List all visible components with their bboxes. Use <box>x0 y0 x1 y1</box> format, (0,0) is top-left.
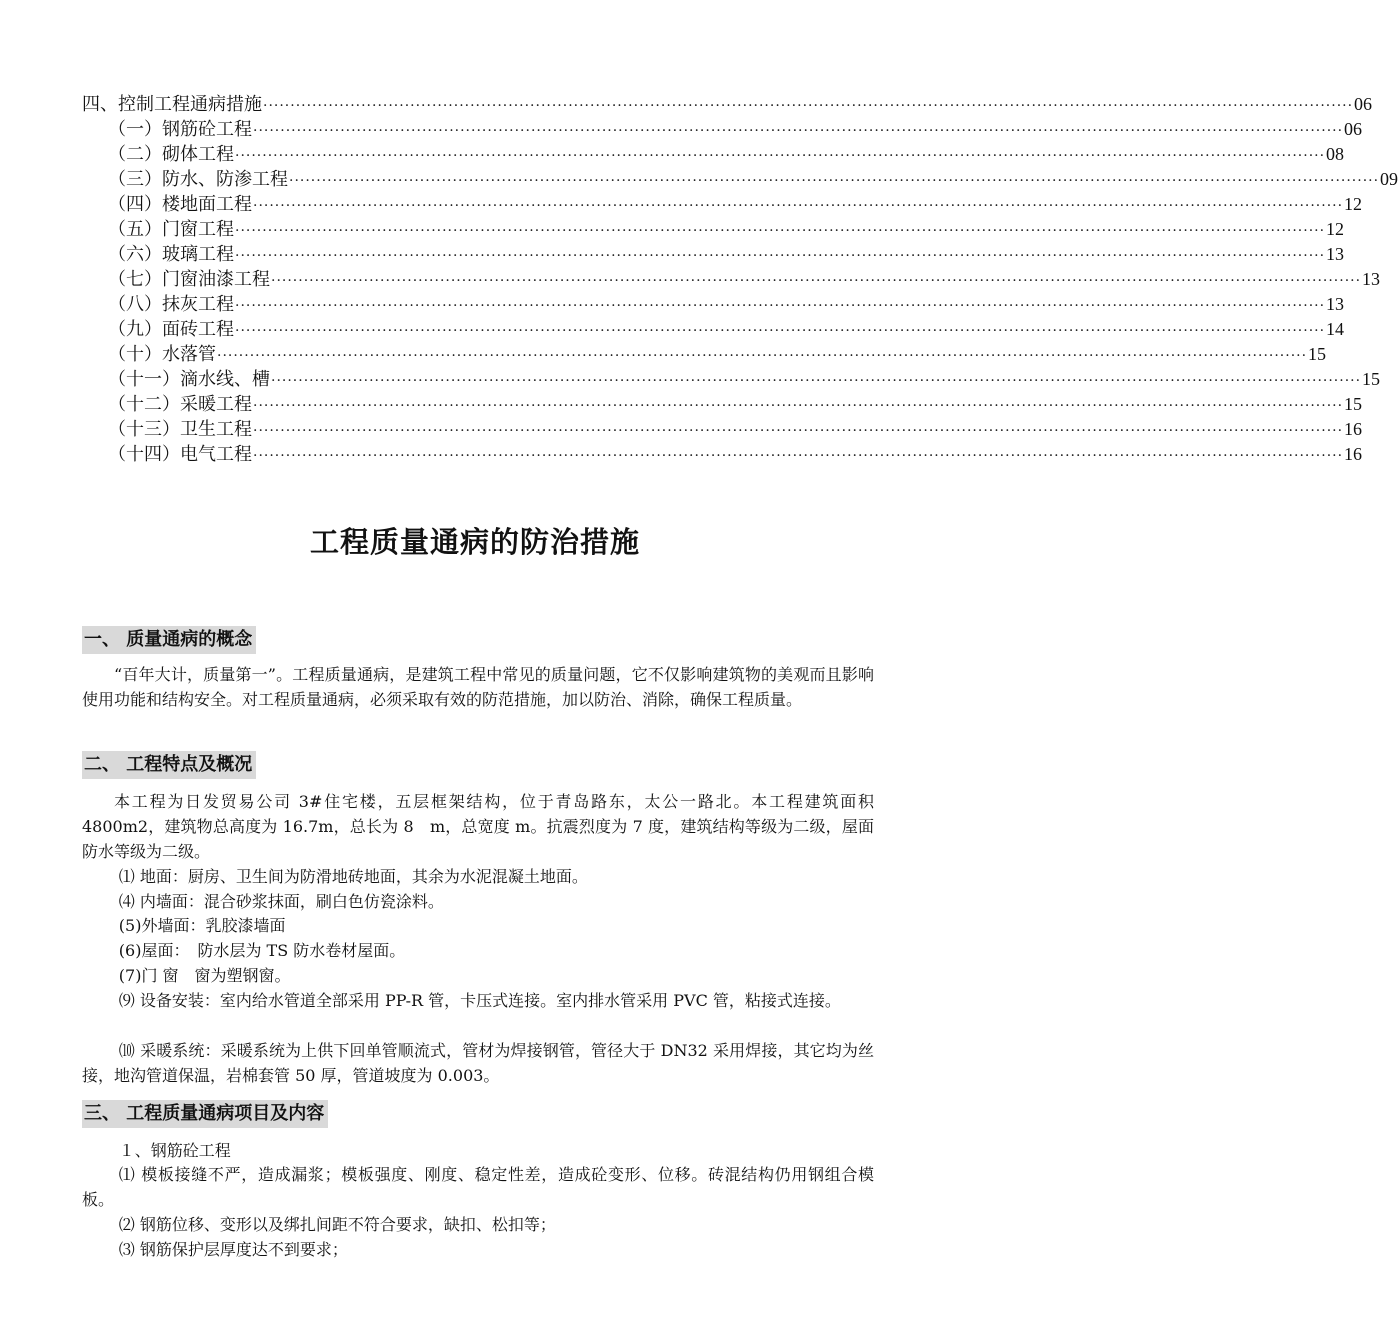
toc-page-number: 06 <box>1344 119 1363 139</box>
toc-page-number: 13 <box>1362 269 1381 289</box>
overview-item: ⑴ 地面：厨房、卫生间为防滑地砖地面，其余为水泥混凝土地面。 <box>118 867 588 886</box>
overview-item: (6)屋面： 防水层为 TS 防水卷材屋面。 <box>118 941 406 960</box>
toc-leader-dots: ········································································································································································································ <box>253 423 1344 439</box>
toc-entry-title: （二）砌体工程 <box>108 144 234 165</box>
overview-item: (7)门 窗 窗为塑钢窗。 <box>118 966 291 985</box>
toc-leader-dots: ········································································································································································································ <box>271 373 1362 389</box>
section-heading-overview: 二、 工程特点及概况 <box>82 751 256 779</box>
toc-entry-title: （十二）采暖工程 <box>108 394 252 415</box>
toc-entry-title: （三）防水、防渗工程 <box>108 169 288 190</box>
toc-leader-dots: ········································································································································································································ <box>235 298 1326 314</box>
toc-entry-title: （八）抹灰工程 <box>108 294 234 315</box>
toc-entry <box>82 367 1381 392</box>
toc-page-number: 13 <box>1326 244 1345 264</box>
toc-page-number: 16 <box>1344 444 1363 464</box>
toc-entry-title: （五）门窗工程 <box>108 219 234 240</box>
toc-leader-dots: ········································································································································································································ <box>235 323 1326 339</box>
toc-leader-dots: ········································································································································································································ <box>289 173 1380 189</box>
toc-entry <box>82 242 1345 267</box>
overview-item: ⑷ 内墙面：混合砂浆抹面，刷白色仿瓷涂料。 <box>118 892 444 911</box>
toc-entry-title: 四、控制工程通病措施 <box>82 94 262 115</box>
defect-item: ⑵ 钢筋位移、变形以及绑扎间距不符合要求，缺扣、松扣等； <box>118 1215 556 1234</box>
toc-leader-dots: ········································································································································································································ <box>253 398 1344 414</box>
toc-entry <box>82 267 1381 292</box>
toc-page-number: 15 <box>1308 344 1327 364</box>
toc-leader-dots: ········································································································································································································ <box>263 98 1354 114</box>
toc-entry <box>82 192 1363 217</box>
defect-item: ⑶ 钢筋保护层厚度达不到要求； <box>118 1240 348 1259</box>
toc-entry-title: （一）钢筋砼工程 <box>108 119 252 140</box>
toc-leader-dots: ········································································································································································································ <box>235 248 1326 264</box>
toc-page-number: 13 <box>1326 294 1345 314</box>
toc-leader-dots: ········································································································································································································ <box>253 198 1344 214</box>
toc-page-number: 16 <box>1344 419 1363 439</box>
toc-entry-title: （九）面砖工程 <box>108 319 234 340</box>
toc-entry <box>82 217 1345 242</box>
section-heading-defects: 三、 工程质量通病项目及内容 <box>82 1100 328 1128</box>
toc-entry-title: （六）玻璃工程 <box>108 244 234 265</box>
toc-entry-title: （七）门窗油漆工程 <box>108 269 270 290</box>
toc-entry <box>82 117 1363 142</box>
toc-page-number: 09 <box>1380 169 1398 189</box>
overview-item: ⑽ 采暖系统：采暖系统为上供下回单管顺流式，管材为焊接钢管，管径大于 DN32 采用焊接，其它均为丝接，地沟管道保温，岩棉套管 50 厚，管道坡度为 0.003。 <box>82 1041 874 1085</box>
toc-page-number: 15 <box>1362 369 1381 389</box>
toc-leader-dots: ········································································································································································································ <box>235 223 1326 239</box>
toc-entry <box>82 417 1363 442</box>
toc-leader-dots: ········································································································································································································ <box>253 448 1344 464</box>
subsection-heading: １、钢筋砼工程 <box>118 1141 231 1160</box>
toc-page-number: 15 <box>1344 394 1363 414</box>
toc-entry-title: （十一）滴水线、槽 <box>108 369 270 390</box>
toc-leader-dots: ········································································································································································································ <box>253 123 1344 139</box>
toc-page-number: 06 <box>1354 94 1373 114</box>
toc-entry <box>82 342 1327 367</box>
toc-entry-title: （十）水落管 <box>108 344 216 365</box>
toc-entry-title: （十四）电气工程 <box>108 444 252 465</box>
toc-page-number: 12 <box>1326 219 1345 239</box>
toc-entry <box>82 317 1345 342</box>
section-paragraph: “百年大计，质量第一”。工程质量通病，是建筑工程中常见的质量问题，它不仅影响建筑物的美观而且影响使用功能和结构安全。对工程质量通病，必须采取有效的防范措施，加以防治、消除，确保工程质量。 <box>82 665 874 709</box>
section-paragraph: 本工程为日发贸易公司 3#住宅楼，五层框架结构，位于青岛路东，太公一路北。本工程建筑面积 4800m2，建筑物总高度为 16.7m，总长为 8 m，总宽度 m。抗震烈度为 7 度，建筑结构等级为二级，屋面防水等级为二级。 <box>82 792 874 861</box>
section-heading-concept: 一、 质量通病的概念 <box>82 626 256 654</box>
toc-entry-title: （四）楼地面工程 <box>108 194 252 215</box>
document-title: 工程质量通病的防治措施 <box>309 525 640 559</box>
overview-item: (5)外墙面：乳胶漆墙面 <box>118 916 286 935</box>
toc-entry <box>82 142 1345 167</box>
toc-page-number: 08 <box>1326 144 1345 164</box>
toc-entry <box>82 292 1345 317</box>
toc-leader-dots: ········································································································································································································ <box>235 148 1326 164</box>
toc-leader-dots: ········································································································································································································ <box>217 348 1308 364</box>
toc-entry <box>82 167 1398 192</box>
toc-page-number: 12 <box>1344 194 1363 214</box>
toc-entry <box>82 442 1363 467</box>
defect-item: ⑴ 模板接缝不严，造成漏浆；模板强度、刚度、稳定性差，造成砼变形、位移。砖混结构仍用钢组合模板。 <box>82 1165 874 1209</box>
toc-leader-dots: ········································································································································································································ <box>271 273 1362 289</box>
toc-page-number: 14 <box>1326 319 1345 339</box>
table-of-contents <box>82 92 1398 467</box>
toc-entry <box>82 92 1373 117</box>
toc-entry <box>82 392 1363 417</box>
overview-item: ⑼ 设备安装：室内给水管道全部采用 PP-R 管，卡压式连接。室内排水管采用 PVC 管，粘接式连接。 <box>118 991 841 1010</box>
toc-entry-title: （十三）卫生工程 <box>108 419 252 440</box>
